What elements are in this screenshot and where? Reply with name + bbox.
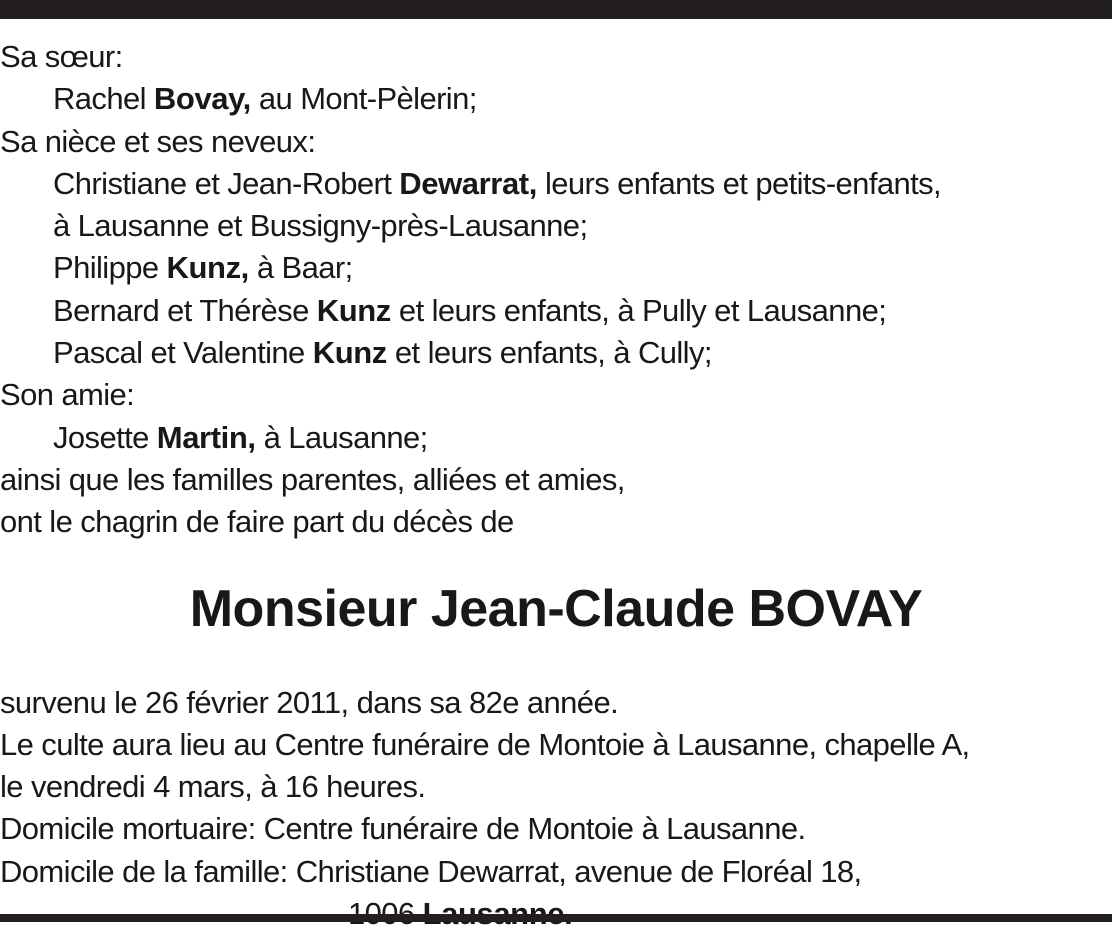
closing-line-families: ainsi que les familles parentes, alliées et amies, xyxy=(0,461,625,497)
nephew-2-given-names: Bernard et Thérèse xyxy=(53,292,317,328)
bottom-rule xyxy=(0,914,1112,922)
nephew-entry-3 xyxy=(0,332,1112,374)
service-location-line: Le culte aura lieu au Centre funéraire de Montoie à Lausanne, chapelle A, xyxy=(0,726,970,762)
date-of-death-line: survenu le 26 février 2011, dans sa 82e année. xyxy=(0,684,619,720)
nephew-2-surname: Kunz xyxy=(316,292,391,328)
nephew-entry-1 xyxy=(0,247,1112,289)
nephew-1-given-name: Philippe xyxy=(53,250,167,286)
nephew-entry-2 xyxy=(0,290,1112,332)
niece-nephews-heading: Sa nièce et ses neveux: xyxy=(0,123,316,159)
sister-given-name: Rachel xyxy=(53,81,154,117)
sister-place: au Mont-Pèlerin; xyxy=(250,81,477,117)
friend-surname: Martin, xyxy=(156,419,256,455)
service-date-line: le vendredi 4 mars, à 16 heures. xyxy=(0,769,426,805)
niece-given-names: Christiane et Jean-Robert xyxy=(53,165,400,201)
niece-rest: leurs enfants et petits-enfants, xyxy=(536,165,942,201)
niece-entry xyxy=(0,163,1112,205)
friend-rest: à Lausanne; xyxy=(255,419,428,455)
friend-given-name: Josette xyxy=(53,419,157,455)
sister-heading: Sa sœur: xyxy=(0,39,123,74)
deceased-name: Monsieur Jean-Claude BOVAY xyxy=(189,579,923,638)
obituary-notice xyxy=(0,36,1112,935)
sister-surname: Bovay, xyxy=(153,81,251,117)
nephew-3-surname: Kunz xyxy=(312,335,387,371)
nephew-1-rest: à Baar; xyxy=(248,250,353,286)
nephew-1-surname: Kunz, xyxy=(166,250,249,286)
closing-line-announcement: ont le chagrin de faire part du décès de xyxy=(0,504,514,540)
friend-heading: Son amie: xyxy=(0,377,135,413)
friend-entry xyxy=(0,417,1112,459)
niece-surname: Dewarrat, xyxy=(399,165,537,201)
nephew-3-given-names: Pascal et Valentine xyxy=(53,335,313,371)
nephew-3-rest: et leurs enfants, à Cully; xyxy=(386,335,712,371)
sister-entry xyxy=(0,78,1112,120)
nephew-2-rest: et leurs enfants, à Pully et Lausanne; xyxy=(390,292,887,328)
mortuary-address-line: Domicile mortuaire: Centre funéraire de Montoie à Lausanne. xyxy=(0,811,806,847)
top-rule xyxy=(0,0,1112,19)
niece-entry-continuation: à Lausanne et Bussigny-près-Lausanne; xyxy=(53,208,588,244)
family-address-line: Domicile de la famille: Christiane Dewarrat, avenue de Floréal 18, xyxy=(0,853,862,889)
